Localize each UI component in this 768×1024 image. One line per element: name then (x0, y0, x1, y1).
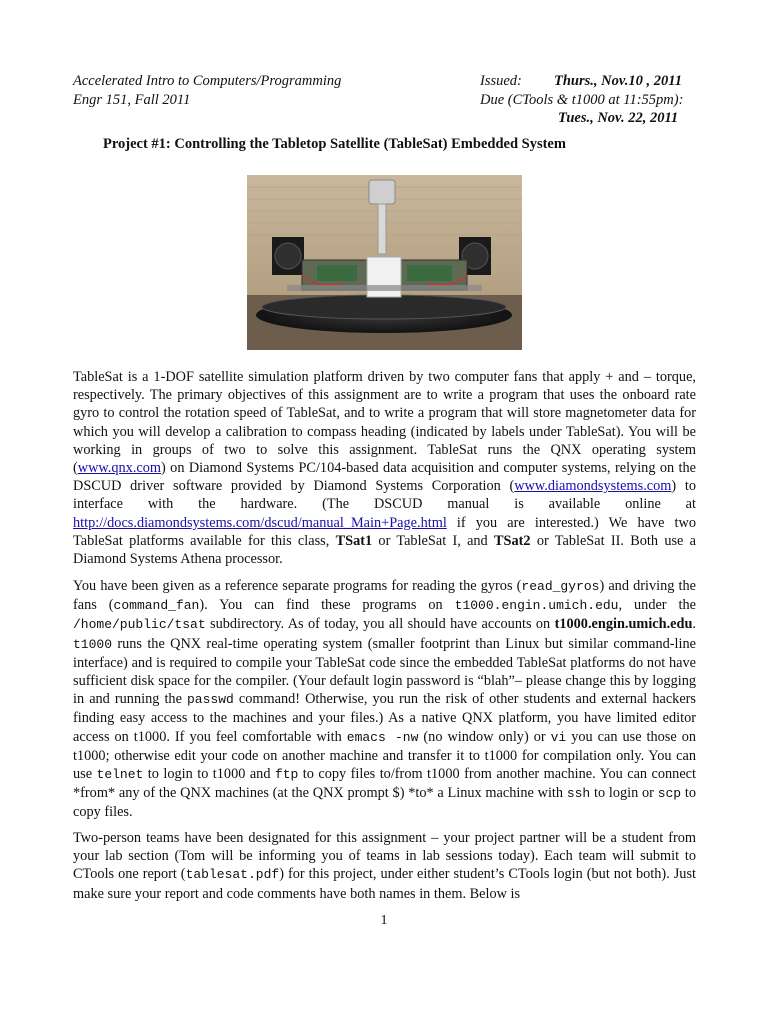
p2-text-14: to copy files. (73, 785, 696, 821)
p2-text-1: You have been given as a reference separate programs for reading the gyros ( (73, 578, 522, 594)
course-line-1: Accelerated Intro to Computers/Programming (73, 73, 342, 89)
code-command-fan: command_fan (113, 598, 200, 614)
p2-text-8: command! Otherwise, you run the risk of other students and external hackers finding easy access to the machines and your files.) As a native QNX platform, you have limited editor access on t1000. If you feel comfortable with (73, 691, 696, 745)
code-path: /home/public/tsat (73, 617, 206, 633)
link-dscud-manual[interactable]: http://docs.diamondsystems.com/dscud/manual_Main+Page.html (73, 514, 447, 531)
p3-text-1: Two-person teams have been designated for this assignment – your project partner will be a student from your lab section (Tom will be informing you of teams in lab sessions today). Each team will submit to CTools one report ( (73, 830, 696, 883)
p1-text-4: if you are interested.) We have two TableSat platforms available for this class, (73, 514, 696, 549)
p2-text-9: (no window only) or (418, 728, 551, 745)
p2-text-3: ). You can find these programs on (199, 597, 455, 614)
due-label: Due (CTools & t1000 at 11:55pm): (480, 92, 684, 108)
p2-text-4: , under the (618, 597, 697, 614)
bold-host: t1000.engin.umich.edu (554, 616, 693, 633)
code-scp: scp (657, 786, 682, 802)
code-vi: vi (550, 729, 567, 745)
tsat1-label: TSat1 (335, 532, 373, 549)
p1-text-1: TableSat is a 1-DOF satellite simulation platform driven by two computer fans that apply + and – torque, respectively. The primary objectives of this assignment are to write a program that uses the onboard rate gyro to control the rotation speed of TableSat, and to write a program that will store magnetometer data for which you will develop a calibration to compass heading (indicated by labels under TableSat). You will be working in groups of two to solve this assignment. TableSat runs the QNX operating system ( (73, 369, 696, 477)
p2-text-11: to login to t1000 and (143, 766, 275, 783)
p1-text-3: ) to interface with the hardware. (The DSCUD manual is available online at (73, 478, 696, 513)
code-ftp: ftp (274, 767, 299, 783)
link-diamondsystems[interactable]: www.diamondsystems.com (514, 478, 672, 495)
page-number: 1 (380, 913, 388, 928)
issued-line (480, 72, 682, 91)
issued-date: Thurs., Nov.10 , 2011 (554, 73, 682, 89)
code-emacs: emacs -nw (346, 729, 419, 745)
p1-text-2: ) on Diamond Systems PC/104-based data acquisition and computer systems, relying on the DSCUD driver software provided by Diamond Systems Corporation ( (73, 460, 696, 495)
code-host: t1000.engin.umich.edu (454, 598, 619, 614)
code-t1000: t1000 (73, 636, 113, 652)
link-qnx[interactable]: www.qnx.com (77, 460, 162, 477)
due-date: Tues., Nov. 22, 2011 (558, 110, 679, 126)
p2-text-2: ) and driving the fans ( (73, 578, 696, 614)
project-title: Project #1: Controlling the Tabletop Satellite (TableSat) Embedded System (103, 136, 566, 152)
code-read-gyros: read_gyros (521, 579, 600, 594)
p2-text-5: subdirectory. As of today, you all should have accounts on (205, 616, 555, 633)
p3-text-2: ) for this project, under either student’s CTools login (but not both). Just make sure your report and code comments have both names in them. Below is (73, 866, 696, 902)
paragraph-intro (73, 368, 696, 568)
p2-text-10: you can use those on t1000; otherwise edit your code on another machine and transfer it to t1000 for compilation only. You can use (73, 728, 697, 783)
code-ssh: ssh (566, 786, 591, 802)
code-telnet: telnet (96, 767, 144, 783)
issued-label: Issued: (480, 73, 522, 89)
course-info (73, 72, 341, 110)
tablesat-photo (247, 175, 522, 350)
tsat2-label: TSat2 (494, 532, 531, 549)
p2-text-7: runs the QNX real-time operating system (smaller footprint than Linux but similar command-line interface) and is required to compile your TableSat code since the embedded TableSat platforms do not have sufficient disk space for the compiler. (Your default login password is “blah”– please change this by logging in and running the (73, 635, 696, 708)
code-report-pdf: tablesat.pdf (185, 867, 280, 883)
p1-text-6: or TableSat II. Both use a Diamond Systems Athena processor. (73, 532, 697, 568)
course-line-2: Engr 151, Fall 2011 (73, 92, 191, 108)
p1-text-5: or TableSat I, and (372, 532, 494, 549)
code-passwd: passwd (186, 692, 234, 708)
p2-text-6: . (692, 616, 696, 633)
paragraph-programs (73, 577, 696, 822)
p2-text-12: to copy files to/from t1000 from another machine. You can connect *from* any of the QNX machines (at the QNX prompt $) *to* a Linux machine with (73, 766, 696, 802)
paragraph-teams (73, 829, 696, 903)
p2-text-13: to login or (590, 785, 658, 802)
